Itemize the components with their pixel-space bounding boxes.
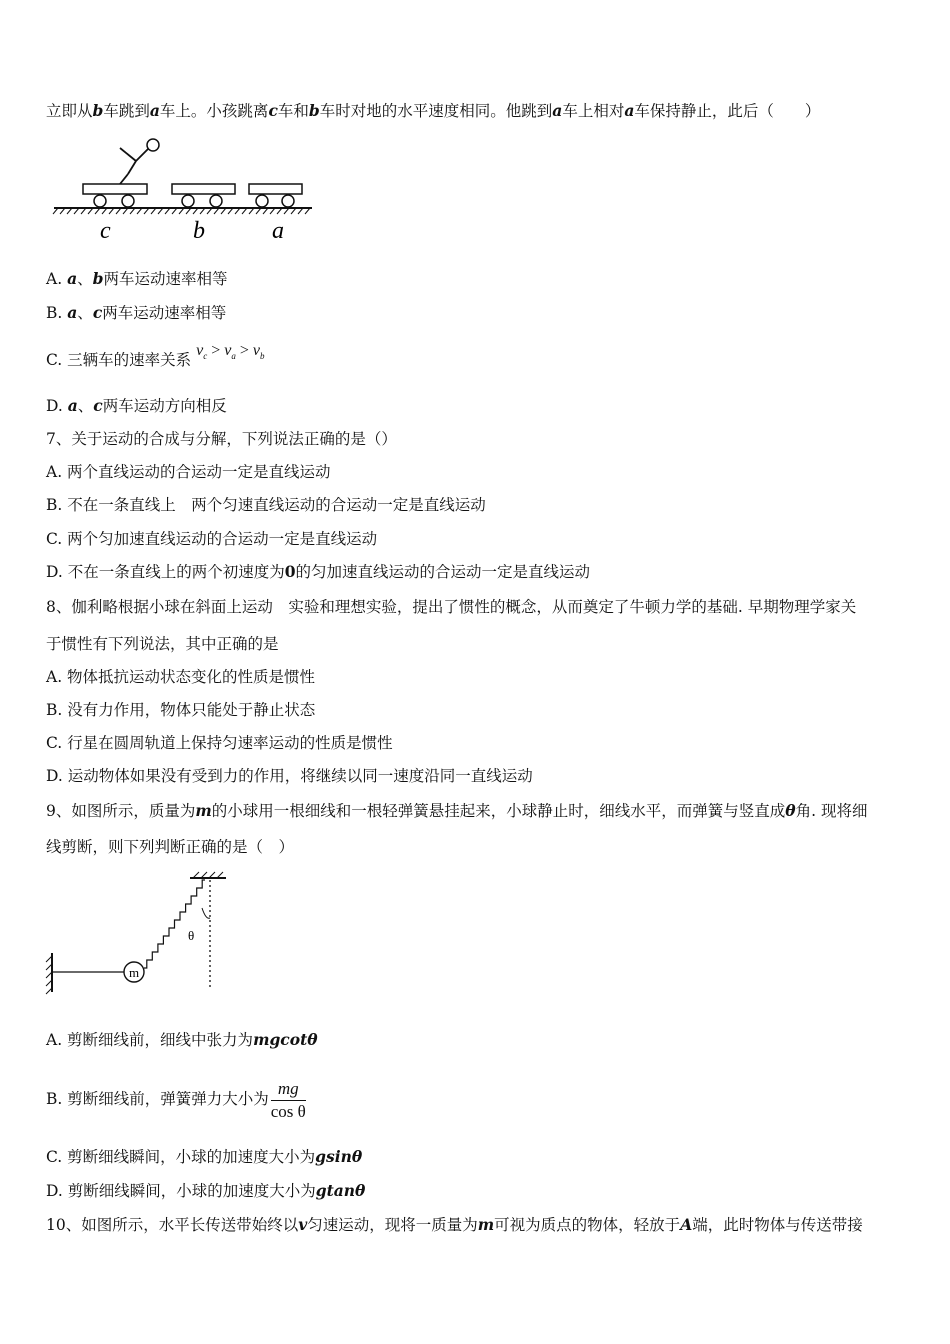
child-leg [128, 161, 136, 174]
label-b: b [193, 218, 205, 244]
fraction-denominator: cos θ [270, 1101, 306, 1121]
wheel [182, 195, 194, 207]
number: 0 [284, 562, 296, 581]
label-a: a [272, 218, 284, 244]
text: D. [46, 397, 68, 415]
fraction-numerator: mg [271, 1078, 306, 1101]
text: D. 不在一条直线上的两个初速度为 [46, 563, 285, 581]
text: 车和 [277, 102, 309, 120]
q10-stem [46, 1214, 863, 1236]
var-b: b [92, 101, 104, 120]
text: 10、如图所示，水平长传送带始终以 [46, 1216, 299, 1234]
text: A. 剪断细线前，细线中张力为 [46, 1031, 254, 1049]
carts-figure [50, 134, 320, 246]
text: C. 剪断细线瞬间，小球的加速度大小为 [46, 1148, 316, 1166]
q7-option-a: A. 两个直线运动的合运动一定是直线运动 [46, 463, 331, 481]
math-gt: > [211, 342, 221, 359]
text: 车上。小孩跳离 [159, 102, 269, 120]
math-v: v [196, 342, 204, 359]
cart-a [249, 184, 302, 194]
text: 立即从 [46, 102, 93, 120]
var-c: c [93, 396, 103, 415]
var-c: c [92, 303, 103, 322]
text: 9、如图所示，质量为 [46, 802, 196, 820]
wheel [122, 195, 134, 207]
var-theta: θ [785, 801, 796, 820]
text: 车上相对 [562, 102, 625, 120]
var-b: b [92, 269, 104, 288]
wheel [282, 195, 294, 207]
text: B. 剪断细线前，弹簧弹力大小为 [46, 1090, 269, 1108]
q9-option-a [46, 1029, 318, 1051]
math-expr: gsinθ [315, 1147, 363, 1166]
cart-c [83, 184, 147, 194]
fraction [271, 1078, 306, 1123]
math-gt: > [239, 342, 249, 359]
q9-option-c [46, 1146, 362, 1168]
wheel [210, 195, 222, 207]
text: 车保持静止，此后（ ） [634, 102, 821, 120]
var-a: a [67, 396, 78, 415]
var-a: a [624, 101, 635, 120]
q9-stem-1 [46, 800, 868, 822]
q7-stem: 7、关于运动的合成与分解，下列说法正确的是（） [46, 430, 397, 448]
text: 两车运动速率相等 [102, 304, 227, 322]
q7-option-b: B. 不在一条直线上 两个匀速直线运动的合运动一定是直线运动 [46, 496, 486, 514]
math-v: v [252, 342, 260, 359]
text: 两车运动速率相等 [103, 270, 228, 288]
q7-option-c: C. 两个匀加速直线运动的合运动一定是直线运动 [46, 530, 378, 548]
wheel [256, 195, 268, 207]
text: A. [46, 270, 68, 288]
text: 、 [77, 270, 93, 288]
var-c: c [268, 101, 278, 120]
q6-option-a [46, 268, 227, 290]
spring [144, 880, 205, 968]
text: 、 [77, 397, 94, 415]
var-m: m [195, 801, 212, 820]
text: B. [46, 304, 68, 322]
q8-option-a: A. 物体抵抗运动状态变化的性质是惯性 [46, 668, 316, 686]
q6-tail-line [46, 100, 820, 122]
text: 角. 现将细 [795, 802, 868, 820]
var-b: b [308, 101, 320, 120]
var-a: a [149, 101, 160, 120]
q8-option-b: B. 没有力作用，物体只能处于静止状态 [46, 701, 316, 719]
child-arm [120, 148, 136, 161]
spring-figure [40, 868, 240, 998]
ball-label: m [129, 965, 140, 980]
math-expr: mgcotθ [253, 1030, 318, 1049]
child-head [147, 139, 159, 151]
q8-option-c: C. 行星在圆周轨道上保持匀速率运动的性质是惯性 [46, 734, 393, 752]
text: 车跳到 [103, 102, 150, 120]
child-body [136, 149, 148, 161]
math-sub: a [231, 351, 236, 362]
q8-option-d: D. 运动物体如果没有受到力的作用，将继续以同一速度沿同一直线运动 [46, 767, 533, 785]
child-leg-lower [120, 174, 128, 184]
wheel [94, 195, 106, 207]
text: 车时对地的水平速度相同。他跳到 [319, 102, 553, 120]
math-sub: b [260, 351, 265, 362]
math-sub: c [203, 351, 208, 362]
text: 的匀加速直线运动的合运动一定是直线运动 [295, 563, 591, 581]
text: D. 剪断细线瞬间，小球的加速度大小为 [46, 1182, 316, 1200]
text: 两车运动方向相反 [102, 397, 227, 415]
text: 可视为质点的物体，轻放于 [494, 1216, 681, 1234]
text: 、 [77, 304, 93, 322]
angle-label: θ [188, 928, 195, 943]
q6-option-d [46, 395, 227, 417]
label-c: c [100, 218, 111, 244]
text: 端，此时物体与传送带接 [692, 1216, 863, 1234]
q9-stem-2: 线剪断，则下列判断正确的是（ ） [46, 838, 295, 856]
var-A: A [680, 1215, 693, 1234]
q8-stem-1: 8、伽利略根据小球在斜面上运动 实验和理想实验，提出了惯性的概念，从而奠定了牛顿力学的基础. 早期物理学家关 [46, 598, 857, 616]
q6-option-c [46, 342, 265, 377]
cart-b [172, 184, 235, 194]
text: C. 三辆车的速率关系 [46, 351, 192, 369]
q9-option-d [46, 1180, 365, 1202]
q6-option-b [46, 302, 226, 324]
var-a: a [552, 101, 563, 120]
math-v: v [224, 342, 232, 359]
var-a: a [67, 303, 78, 322]
speed-inequality [196, 342, 265, 362]
text: 的小球用一根细线和一根轻弹簧悬挂起来，小球静止时，细线水平，而弹簧与竖直成 [211, 802, 786, 820]
math-expr: gtanθ [315, 1181, 366, 1200]
var-m: m [477, 1215, 495, 1234]
var-v: v [298, 1215, 308, 1234]
q7-option-d [46, 561, 590, 583]
text: 匀速运动，现将一质量为 [307, 1216, 478, 1234]
angle-arc [202, 908, 210, 918]
q9-option-b [46, 1076, 306, 1123]
q8-stem-2: 于惯性有下列说法，其中正确的是 [46, 635, 279, 653]
var-a: a [67, 269, 78, 288]
